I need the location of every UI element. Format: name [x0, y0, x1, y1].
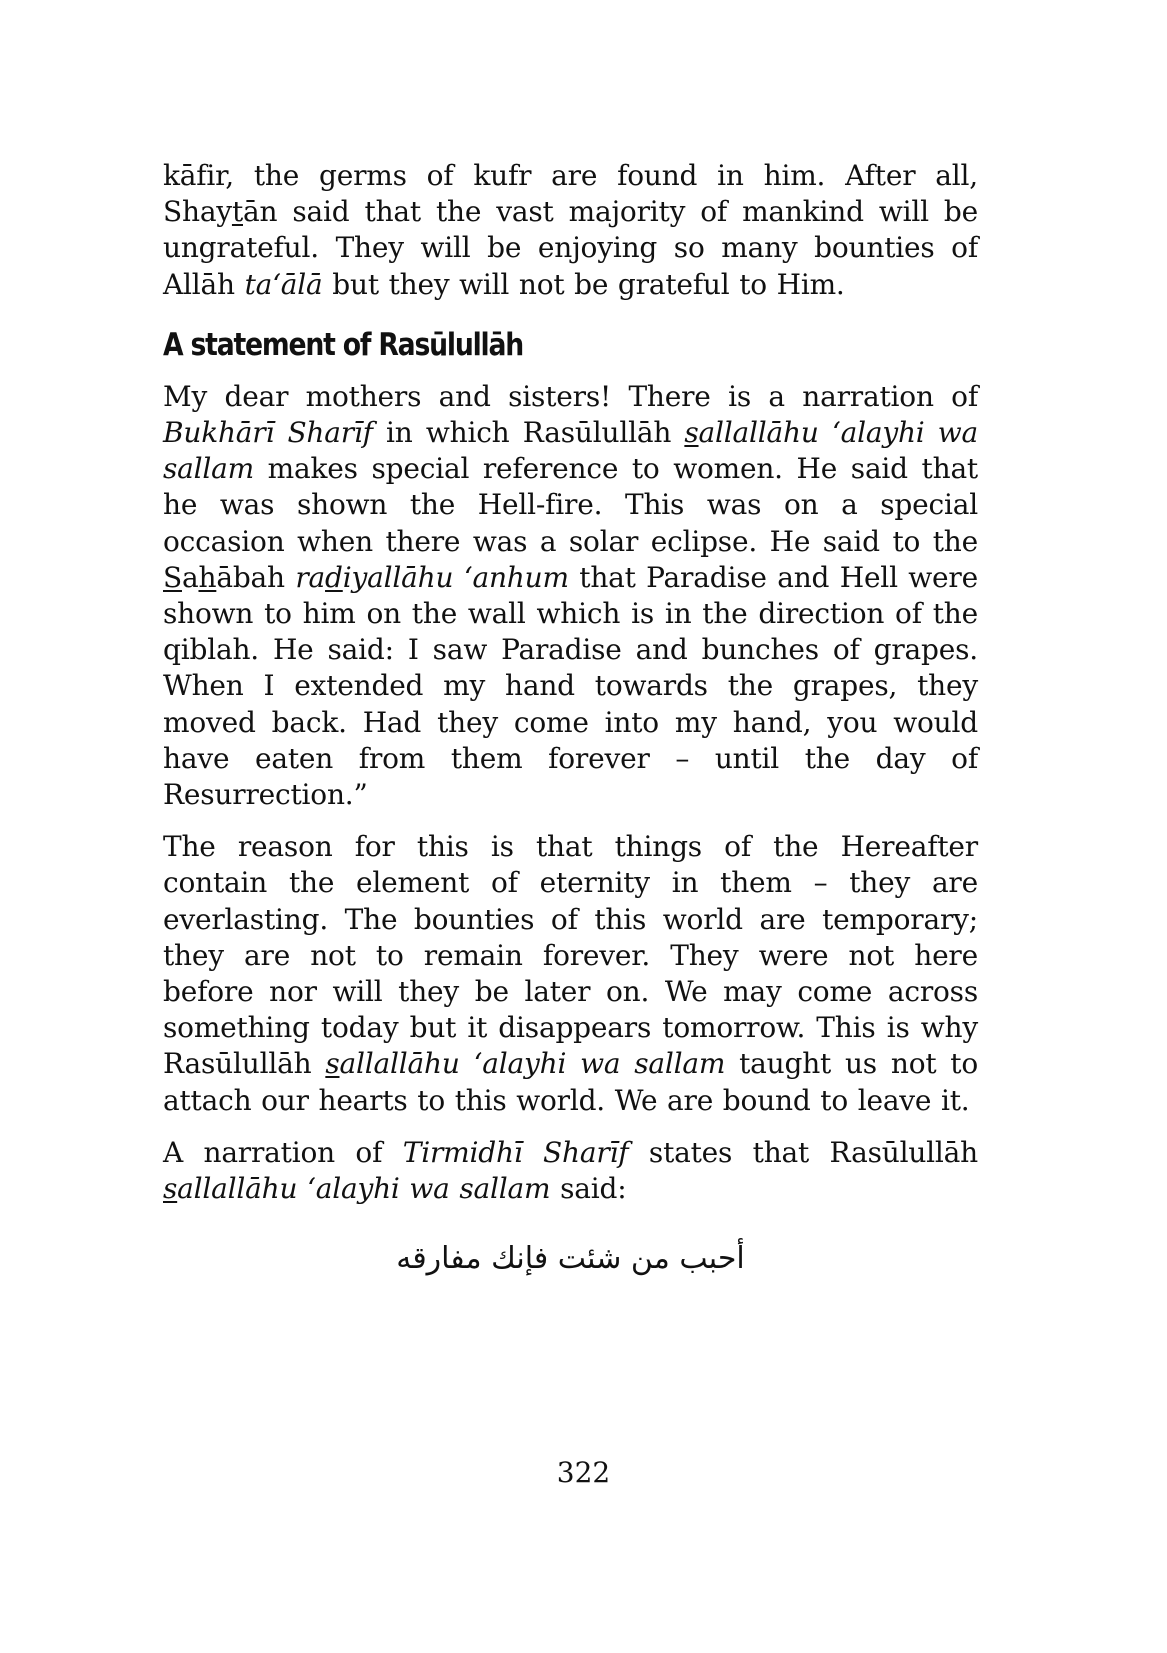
- paragraph-3: The reason for this is that things of the Hereafter contain the element of eternity in them – they are everlasting. The bounties of this world are temporary; they are not to remain forever. They were not here before nor will they be later on. We may come across something today but it disappears tomorrow. This is why Rasūlullāh sallallāhu ‘alayhi wa sallam taught us not to attach our hearts to this world. We are bound to leave it.: [163, 830, 978, 1117]
- section-heading: A statement of Rasūlullāh: [163, 326, 524, 363]
- arabic-quote: أحبب من شئت فإنك مفارقه: [396, 1241, 745, 1277]
- page-number: 322: [556, 1456, 611, 1489]
- page-body: [163, 158, 978, 1281]
- paragraph-4: A narration of Tirmidhī Sharīf states that Rasūlullāh sallallāhu ‘alayhi wa sallam said:: [163, 1135, 978, 1206]
- paragraph-2: My dear mothers and sisters! There is a narration of Bukhārī Sharīf in which Rasūlullāh sallallāhu ‘alayhi wa sallam makes special reference to women. He said that he was shown the Hell-fire. This was on a special occasion when there was a solar eclipse. He said to the Sahābah radiyallāhu ‘anhum that Paradise and Hell were shown to him on the wall which is in the direction of the qiblah. He said: I saw Paradise and bunches of grapes. When I extended my hand towards the grapes, they moved back. Had they come into my hand, you would have eaten from them forever – until the day of Resurrection.”: [163, 379, 978, 812]
- paragraph-1: kāfir, the germs of kufr are found in him. After all, Shaytān said that the vast majority of mankind will be ungrateful. They will be enjoying so many bounties of Allāh ta‘ālā but they will not be grateful to Him.: [163, 159, 978, 301]
